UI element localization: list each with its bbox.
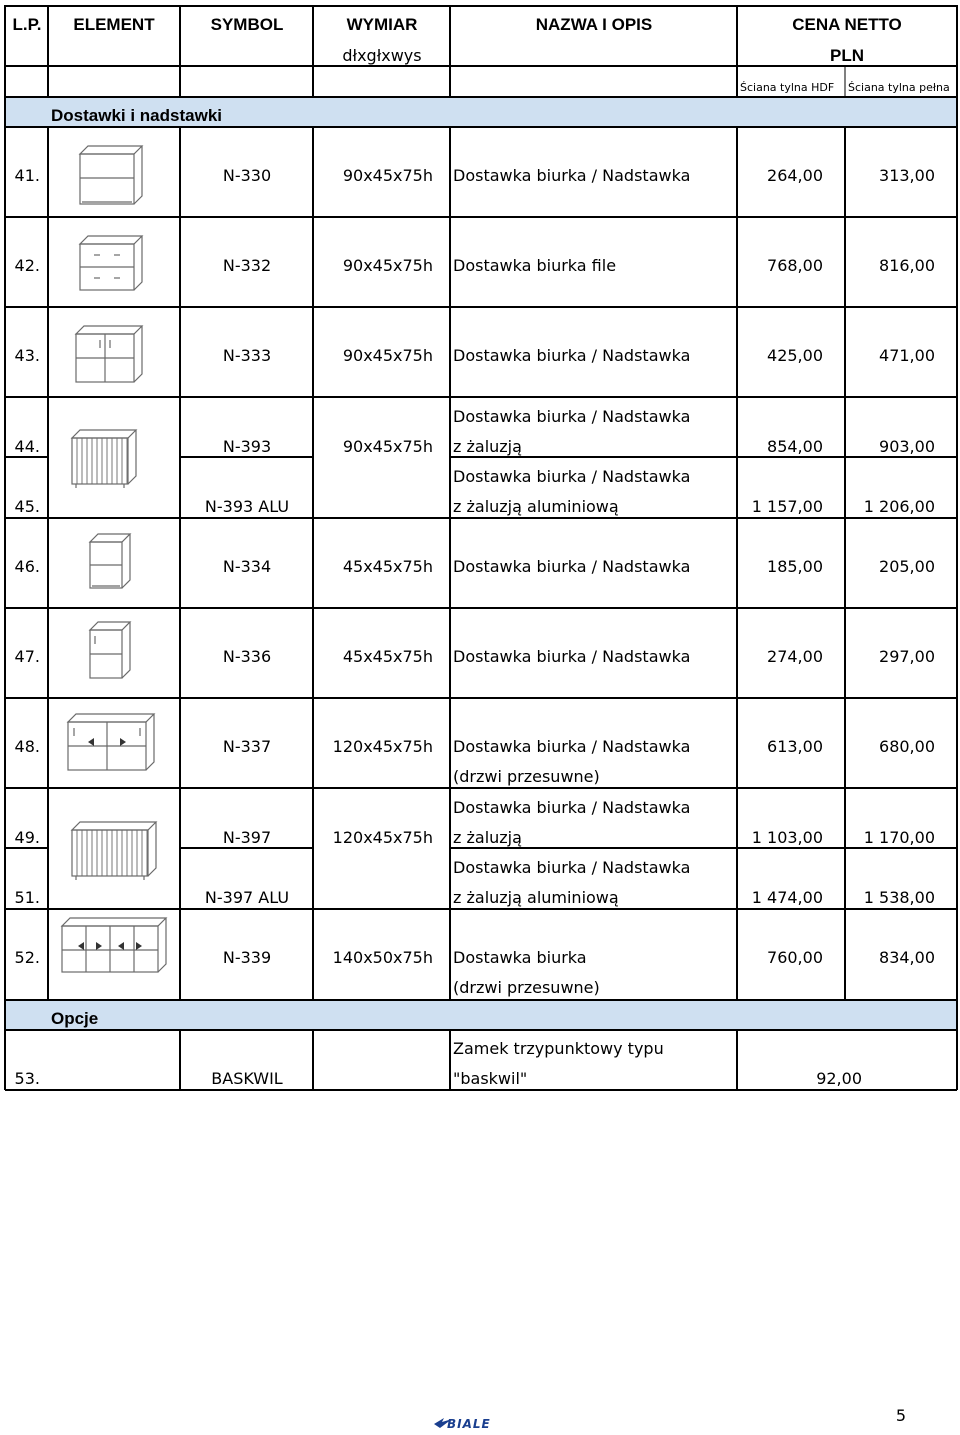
row-price-hdf: 1 474,00: [751, 888, 823, 907]
row-symbol: N-334: [222, 557, 272, 576]
row-symbol: N-337: [222, 737, 272, 756]
row-nazwa: Dostawka biurka: [453, 948, 587, 967]
opcje-row-lp: 53.: [14, 1069, 40, 1088]
n397-drawing-icon: [72, 822, 156, 880]
row-symbol: N-397: [222, 828, 272, 847]
row-nazwa-line2: z żaluzją: [453, 828, 522, 847]
row-symbol: N-336: [222, 647, 272, 666]
row-price-hdf: 264,00: [767, 166, 823, 185]
row-price-pelna: 471,00: [879, 346, 935, 365]
row-price-pelna: 816,00: [879, 256, 935, 275]
row-wymiar: 120x45x75h: [332, 828, 433, 847]
row-symbol: N-330: [222, 166, 272, 185]
row-price-pelna: 205,00: [879, 557, 935, 576]
opcje-row-nazwa-line2: "baskwil": [453, 1069, 528, 1088]
row-price-pelna: 834,00: [879, 948, 935, 967]
row-price-hdf: 274,00: [767, 647, 823, 666]
row-wymiar: 90x45x75h: [342, 256, 433, 275]
opcje-row-nazwa: Zamek trzypunktowy typu: [453, 1039, 664, 1058]
opcje-row-symbol: BASKWIL: [211, 1069, 283, 1088]
row-price-hdf: 768,00: [767, 256, 823, 275]
header-cena-sub: PLN: [830, 46, 864, 65]
row-lp: 44.: [14, 437, 40, 456]
row-nazwa-line2: z żaluzją: [453, 437, 522, 456]
row-price-pelna: 903,00: [879, 437, 935, 456]
row-wymiar: 120x45x75h: [332, 737, 433, 756]
row-nazwa-line2: z żaluzją aluminiową: [453, 888, 619, 907]
row-wymiar: 90x45x75h: [342, 166, 433, 185]
row-nazwa: Dostawka biurka / Nadstawka: [453, 798, 691, 817]
row-nazwa-line2: (drzwi przesuwne): [453, 978, 600, 997]
header-element: ELEMENT: [73, 15, 155, 34]
n334-drawing-icon: [90, 534, 130, 588]
row-price-pelna: 680,00: [879, 737, 935, 756]
section-title-dostawki: Dostawki i nadstawki: [51, 106, 222, 125]
row-lp: 47.: [14, 647, 40, 666]
biale-logo: [434, 1417, 491, 1431]
row-lp: 48.: [14, 737, 40, 756]
row-nazwa: Dostawka biurka / Nadstawka: [453, 647, 691, 666]
page-number: 5: [895, 1406, 907, 1425]
body-grid: [5, 97, 957, 1090]
header-nazwa: NAZWA I OPIS: [535, 15, 653, 34]
row-lp: 42.: [14, 256, 40, 275]
row-wymiar: 45x45x75h: [342, 647, 433, 666]
row-lp: 52.: [14, 948, 40, 967]
row-symbol: N-339: [222, 948, 272, 967]
header-cena: CENA NETTO: [792, 15, 902, 34]
row-nazwa-line2: (drzwi przesuwne): [453, 767, 600, 786]
row-lp: 45.: [14, 497, 40, 516]
row-nazwa: Dostawka biurka / Nadstawka: [453, 407, 691, 426]
row-price-hdf: 613,00: [767, 737, 823, 756]
n330-drawing-icon: [80, 146, 142, 204]
row-nazwa-line2: z żaluzją aluminiową: [453, 497, 619, 516]
logo-text: BIALE: [447, 1417, 491, 1431]
header-symbol: SYMBOL: [210, 15, 284, 34]
row-symbol: N-333: [222, 346, 272, 365]
row-lp: 49.: [14, 828, 40, 847]
row-price-hdf: 185,00: [767, 557, 823, 576]
row-lp: 46.: [14, 557, 40, 576]
row-symbol: N-393: [222, 437, 272, 456]
header-col-pelna: Ściana tylna pełna: [848, 81, 950, 94]
header-wymiar-sub: dłxgłxwys: [342, 46, 422, 65]
row-nazwa: Dostawka biurka / Nadstawka: [453, 467, 691, 486]
product-drawings: [62, 146, 166, 972]
row-price-pelna: 1 206,00: [863, 497, 935, 516]
row-price-hdf: 425,00: [767, 346, 823, 365]
row-nazwa: Dostawka biurka file: [453, 256, 617, 275]
row-price-hdf: 760,00: [767, 948, 823, 967]
row-nazwa: Dostawka biurka / Nadstawka: [453, 557, 691, 576]
row-symbol: N-332: [222, 256, 272, 275]
row-lp: 51.: [14, 888, 40, 907]
header-col-hdf: Ściana tylna HDF: [740, 81, 835, 94]
header-wymiar: WYMIAR: [346, 15, 418, 34]
row-lp: 41.: [14, 166, 40, 185]
row-price-pelna: 1 170,00: [863, 828, 935, 847]
n336-drawing-icon: [90, 622, 130, 678]
section-title-opcje: Opcje: [51, 1009, 99, 1028]
row-lp: 43.: [14, 346, 40, 365]
row-price-pelna: 297,00: [879, 647, 935, 666]
row-price-hdf: 1 103,00: [751, 828, 823, 847]
row-wymiar: 90x45x75h: [342, 437, 433, 456]
row-price-pelna: 1 538,00: [863, 888, 935, 907]
row-price-hdf: 1 157,00: [751, 497, 823, 516]
row-nazwa: Dostawka biurka / Nadstawka: [453, 166, 691, 185]
row-nazwa: Dostawka biurka / Nadstawka: [453, 858, 691, 877]
row-wymiar: 45x45x75h: [342, 557, 433, 576]
n332-drawing-icon: [80, 236, 142, 290]
row-nazwa: Dostawka biurka / Nadstawka: [453, 737, 691, 756]
row-price-hdf: 854,00: [767, 437, 823, 456]
n333-drawing-icon: [76, 326, 142, 382]
row-nazwa: Dostawka biurka / Nadstawka: [453, 346, 691, 365]
row-price-pelna: 313,00: [879, 166, 935, 185]
row-wymiar: 140x50x75h: [332, 948, 433, 967]
row-symbol: N-393 ALU: [204, 497, 290, 516]
n393-drawing-icon: [72, 430, 136, 488]
n339-drawing-icon: [62, 918, 166, 972]
n337-drawing-icon: [68, 714, 154, 770]
row-symbol: N-397 ALU: [204, 888, 290, 907]
row-wymiar: 90x45x75h: [342, 346, 433, 365]
section-band-opcje: [5, 1000, 957, 1030]
header-lp: L.P.: [12, 15, 42, 34]
opcje-row-price: 92,00: [816, 1069, 862, 1088]
